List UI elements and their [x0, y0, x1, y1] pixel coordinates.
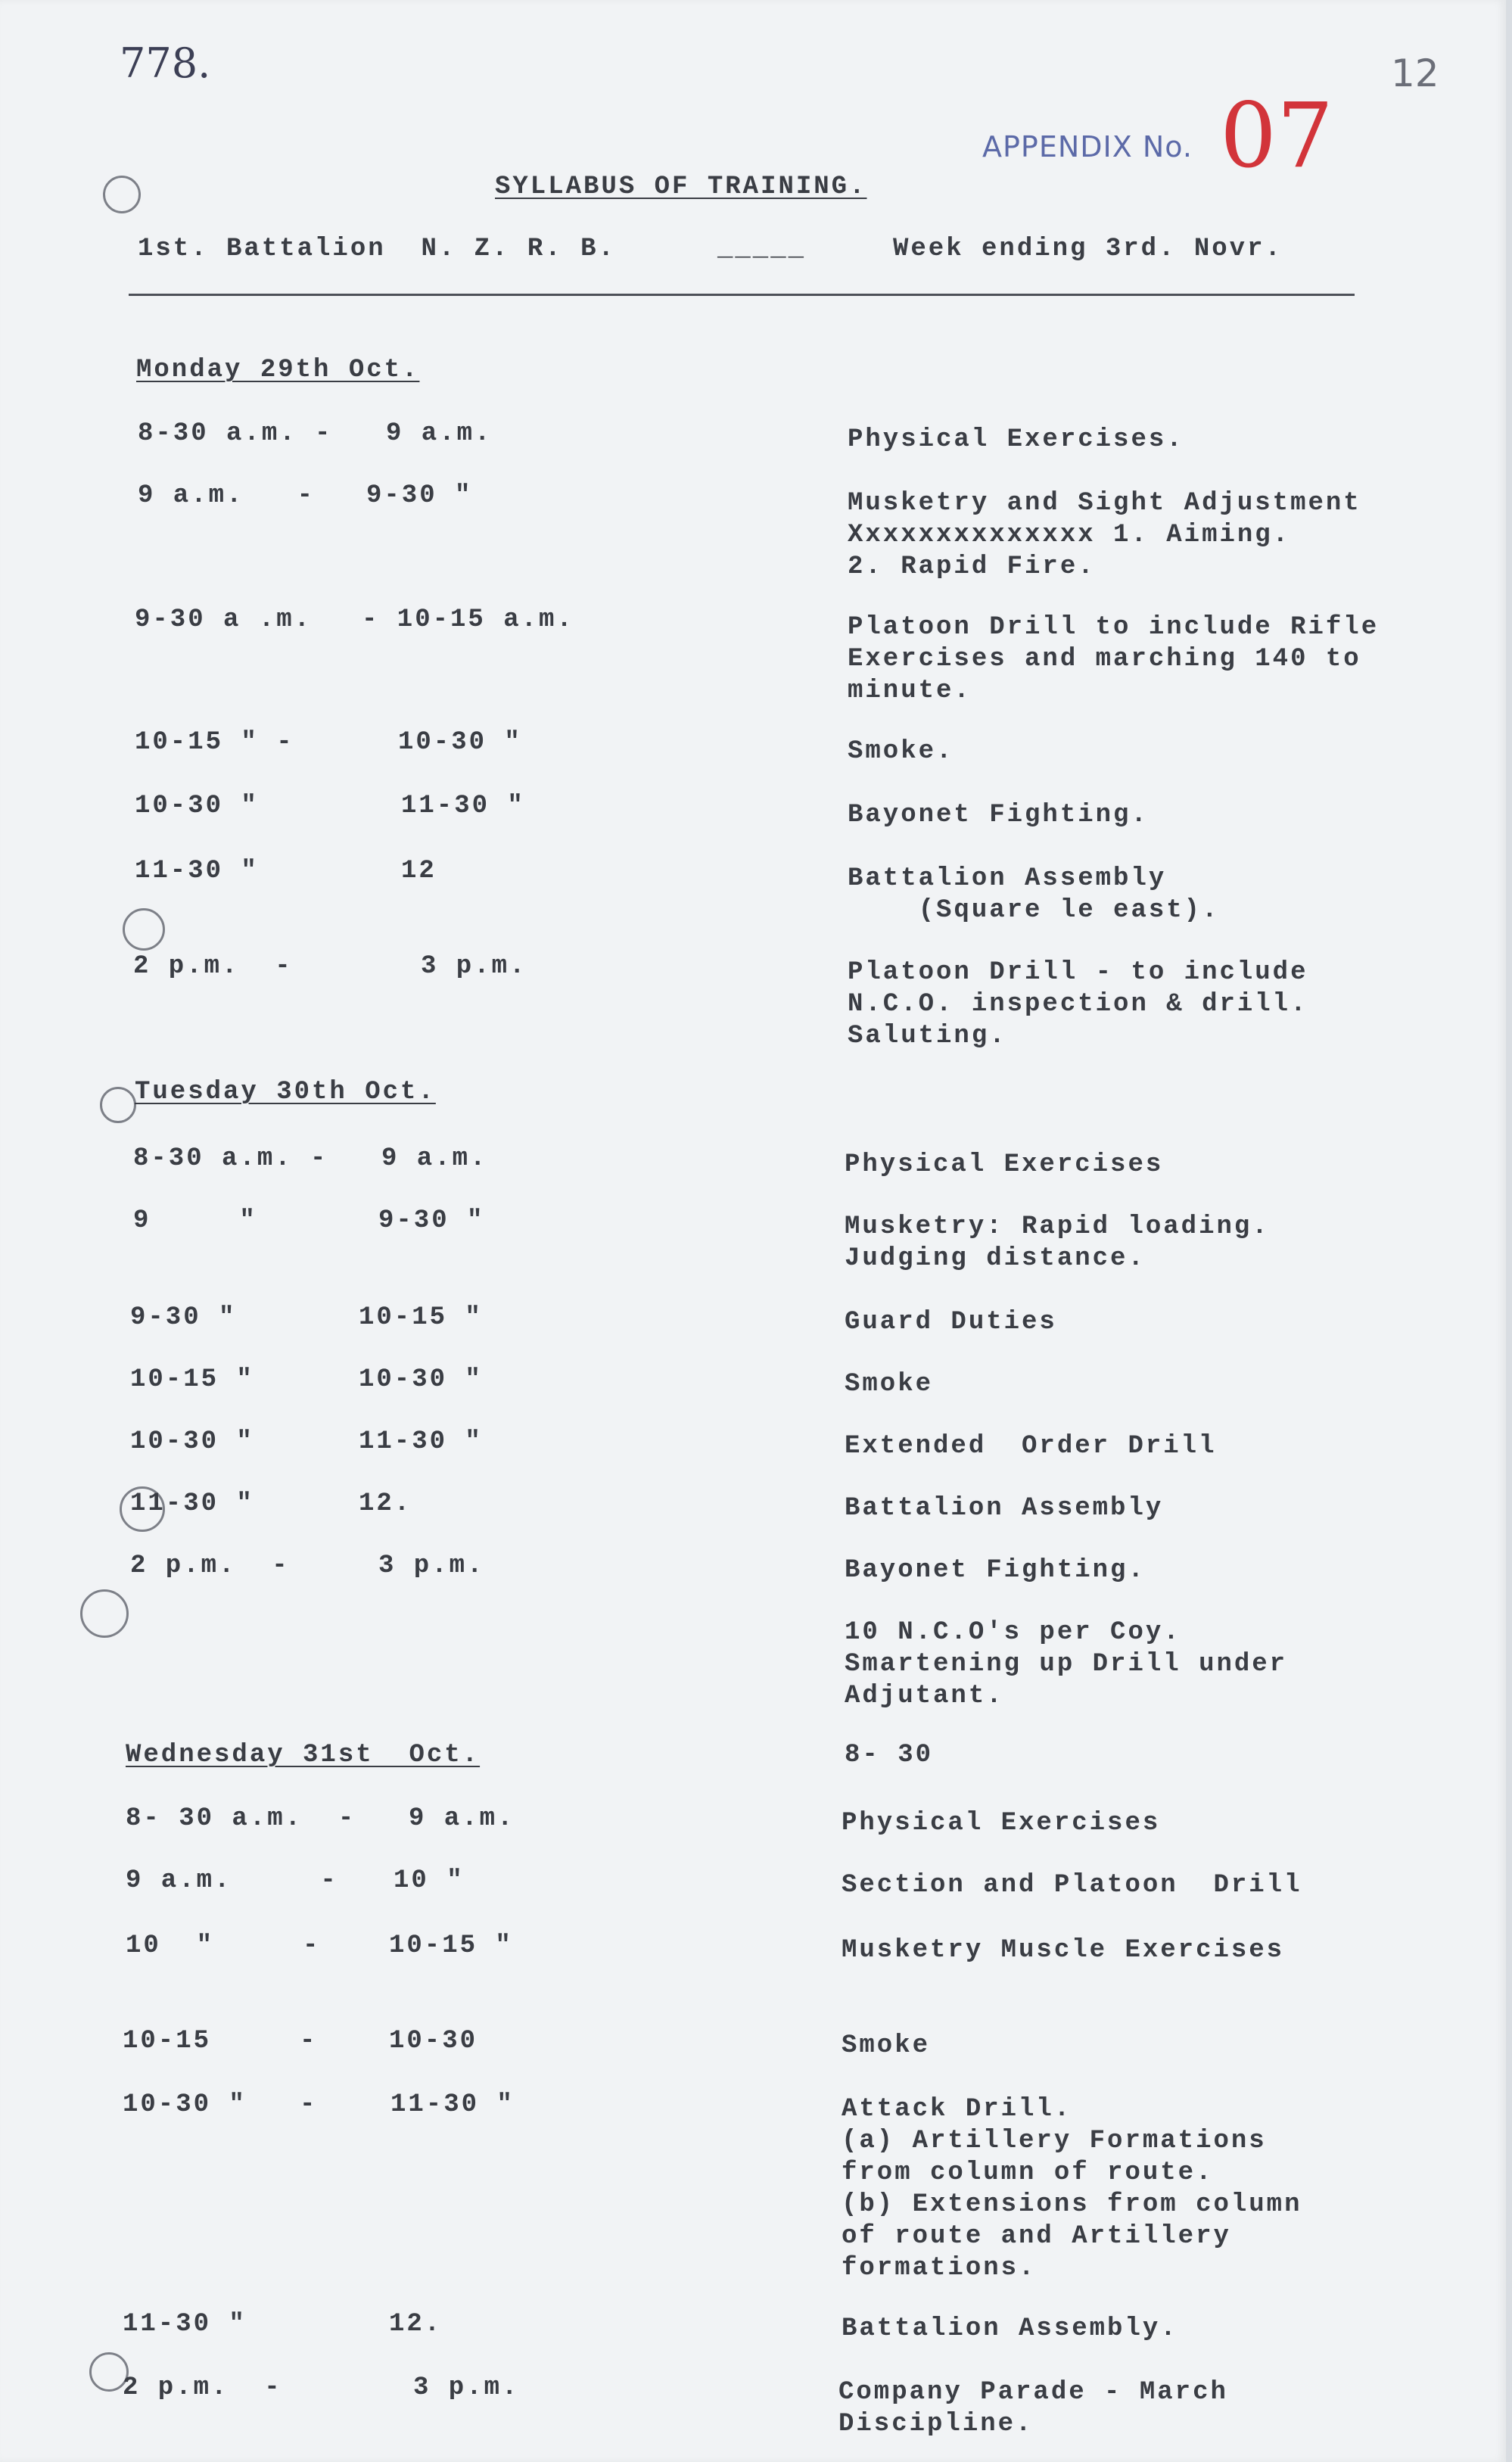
time-to: 10-30 " [398, 728, 522, 757]
day-heading-tuesday: Tuesday 30th Oct. [135, 1078, 436, 1106]
week-ending: Week ending 3rd. Novr. [893, 235, 1283, 263]
punch-hole [80, 1589, 129, 1638]
time-from: 8-30 a.m. - [138, 419, 333, 448]
activity: Platoon Drill to include Rifle Exercises and marching 140 to minute. [848, 613, 1380, 705]
activity: Bayonet Fighting. [848, 801, 1149, 829]
time-from: 10-15 " - [135, 728, 294, 757]
time-to: 3 p.m. [421, 952, 527, 981]
activity: Platoon Drill - to include N.C.O. inspection & drill. Saluting. [848, 958, 1308, 1050]
time-to: 10-30 " [359, 1365, 483, 1394]
time-from: 9-30 a .m. [135, 605, 313, 634]
activity: Musketry: Rapid loading. Judging distance. [845, 1212, 1270, 1273]
time-from: 10-15 - [123, 2027, 318, 2056]
activity: Section and Platoon Drill [842, 1871, 1302, 1900]
activity: Smoke. [848, 737, 954, 766]
page-number: 12 [1391, 51, 1439, 95]
day-note: 8- 30 [845, 1741, 934, 1769]
day-heading-monday: Monday 29th Oct. [136, 356, 420, 384]
time-from: 10 " - [126, 1931, 321, 1960]
appendix-stamp: APPENDIX No. [982, 130, 1193, 163]
time-from: 10-30 " [130, 1427, 254, 1456]
header-rule [129, 294, 1355, 296]
time-to: 9 a.m. [386, 419, 493, 448]
time-to: - 10-15 a.m. [362, 605, 574, 634]
time-from: 9 a.m. - [126, 1866, 338, 1895]
time-from: 2 p.m. - [133, 952, 293, 981]
time-from: 10-30 " - [123, 2090, 318, 2119]
activity-note: 10 N.C.O's per Coy. Smartening up Drill under Adjutant. [845, 1618, 1288, 1710]
time-to: 3 p.m. [378, 1552, 485, 1580]
time-to: 10-15 " [389, 1931, 513, 1960]
unit-name: 1st. Battalion N. Z. R. B. [138, 235, 616, 263]
time-to: 9 a.m. [381, 1144, 488, 1173]
time-to: 9-30 " [366, 481, 473, 510]
activity: Company Parade - March Discipline. [838, 2378, 1228, 2439]
time-from: 9 a.m. - [138, 481, 316, 510]
time-to: 10-15 " [359, 1303, 483, 1332]
time-from: 9-30 " [130, 1303, 237, 1332]
punch-hole [123, 908, 165, 951]
activity: Battalion Assembly (Square le east). [848, 864, 1220, 925]
time-from: 8-30 a.m. - [133, 1144, 328, 1173]
time-to: 9-30 " [378, 1206, 485, 1235]
time-from: 9 " [133, 1206, 257, 1235]
activity: Musketry and Sight Adjustment Xxxxxxxxxxxxxx 1. Aiming. 2. Rapid Fire. [848, 489, 1361, 581]
activity: Battalion Assembly [845, 1494, 1164, 1523]
time-from: 11-30 " [130, 1489, 254, 1518]
activity: Musketry Muscle Exercises [842, 1936, 1285, 1965]
time-from: 2 p.m. - [130, 1552, 290, 1580]
time-to: 11-30 " [359, 1427, 483, 1456]
time-from: 11-30 " [135, 857, 259, 886]
activity: Smoke [842, 2031, 931, 2060]
time-to: 10 " [394, 1866, 465, 1895]
time-from: 8- 30 a.m. - [126, 1804, 356, 1833]
punch-hole [100, 1087, 136, 1123]
activity: Extended Order Drill [845, 1432, 1217, 1461]
activity: Battalion Assembly. [842, 2314, 1178, 2343]
reference-mark: 778. [120, 39, 211, 87]
time-to: 10-30 [389, 2027, 478, 2056]
time-to: 9 a.m. [409, 1804, 515, 1833]
day-heading-wednesday: Wednesday 31st Oct. [126, 1741, 481, 1769]
time-to: 12. [389, 2310, 443, 2339]
time-from: 2 p.m. - [123, 2373, 282, 2402]
header-dash: _____ [717, 235, 807, 263]
time-to: 11-30 " [390, 2090, 515, 2119]
activity: Smoke [845, 1370, 934, 1399]
activity: Attack Drill. (a) Artillery Formations from column of route. (b) Extensions from column of route and Artillery formations. [842, 2095, 1302, 2283]
time-to: 12. [359, 1489, 412, 1518]
document-title: SYLLABUS OF TRAINING. [495, 173, 867, 201]
activity: Physical Exercises [842, 1809, 1161, 1838]
time-from: 11-30 " [123, 2310, 247, 2339]
time-to: 12 [401, 857, 437, 886]
punch-hole [103, 176, 141, 213]
appendix-number: 07 [1220, 83, 1334, 188]
time-to: 11-30 " [401, 792, 525, 820]
activity: Bayonet Fighting. [845, 1556, 1146, 1585]
time-to: 3 p.m. [413, 2373, 520, 2402]
time-from: 10-30 " [135, 792, 259, 820]
activity: Physical Exercises. [848, 425, 1184, 454]
activity: Physical Exercises [845, 1150, 1164, 1179]
activity: Guard Duties [845, 1308, 1057, 1337]
time-from: 10-15 " [130, 1365, 254, 1394]
